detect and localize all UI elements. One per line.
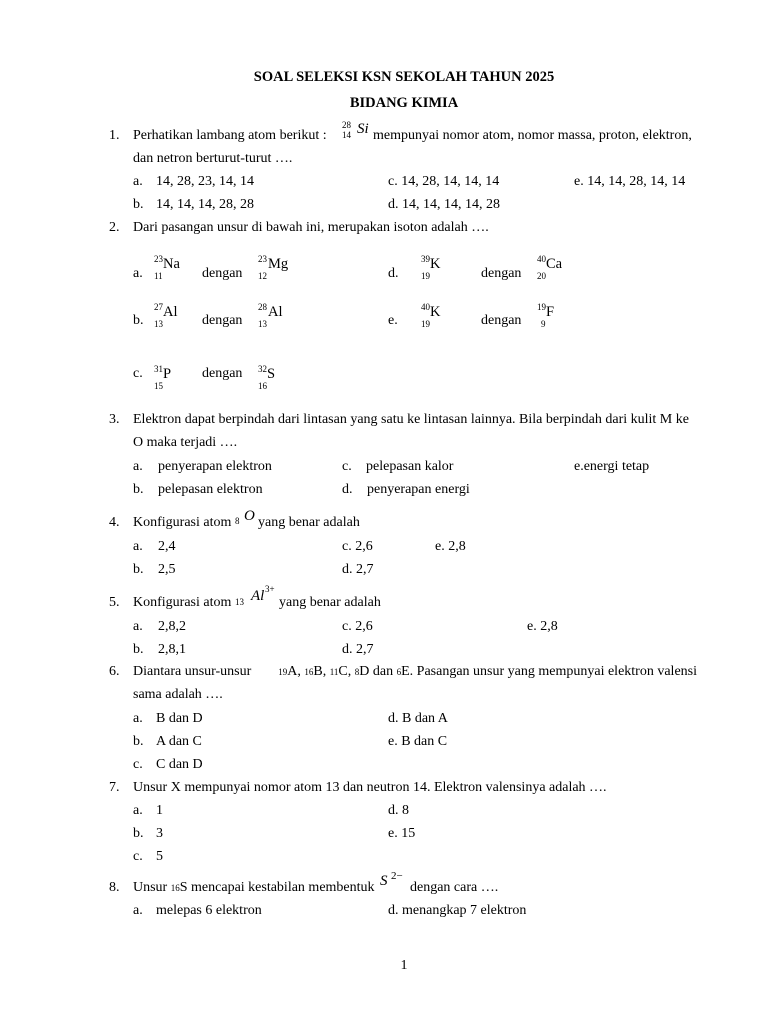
question-text [133,881,375,895]
question-number: 4. [109,515,120,530]
page-subtitle: BIDANG KIMIA [349,95,459,111]
option-e: e. 2,8 [527,619,558,634]
option-letter: a. [133,803,143,818]
page-title: SOAL SELEKSI KSN SEKOLAH TAHUN 2025 [253,69,555,85]
option-c: c. 2,6 [342,539,373,554]
atomic-number: 13 [235,597,244,607]
option-d: d. menangkap 7 elektron [388,903,527,918]
option-letter: c. [133,366,143,381]
question-number: 6. [109,664,120,679]
dengan-text: dengan [481,266,522,281]
option-letter: b. [133,197,144,212]
question-number: 3. [109,412,120,427]
mass-number: 27 [154,302,163,312]
element-symbol: Mg [268,256,289,272]
question-text: dan netron berturut-turut …. [133,151,293,166]
question-text: mempunyai nomor atom, nomor massa, proton, elektron, [373,128,692,143]
option-a: 2,4 [158,539,176,554]
separator: , [322,664,330,679]
element-list [278,665,697,679]
question-text-line [133,665,697,679]
option-b: 14, 14, 14, 28, 28 [156,197,254,212]
mass-number: 28 [342,120,351,130]
option-c: c. 2,6 [342,619,373,634]
question-text: Elektron dapat berpindah dari lintasan yang satu ke lintasan lainnya. Bila berpindah dari kulit M ke [133,412,689,427]
element-symbol: K [430,256,441,272]
option-letter: b. [133,642,144,657]
option-letter: c. [342,459,352,474]
dengan-text: dengan [202,366,243,381]
mass-number: 40 [537,254,546,264]
atomic-number: 20 [537,271,546,281]
mass-number: 39 [421,254,430,264]
mass-number: 32 [258,364,267,374]
question-text-start: Unsur [133,880,168,895]
question-number: 7. [109,780,120,795]
atomic-number: 6 [396,667,402,677]
option-letter: c. [133,757,143,772]
atomic-number: 11 [329,667,339,677]
element-symbol: K [430,304,441,320]
ion-symbol: S [380,873,388,889]
atomic-number: 15 [154,381,163,391]
option-letter: a. [133,711,143,726]
separator: , [297,664,305,679]
mass-number: 28 [258,302,267,312]
option-letter: d. [342,482,353,497]
option-c: 5 [156,849,163,864]
question-text: yang benar adalah [279,595,381,610]
element-symbol: Si [357,121,369,137]
dengan-text: dengan [202,266,243,281]
question-text: Konfigurasi atom [133,515,232,530]
option-d: d. 14, 14, 14, 14, 28 [388,197,500,212]
option-a: 2,8,2 [158,619,186,634]
option-letter: a. [133,903,143,918]
dengan-text: dengan [202,313,243,328]
option-letter: d. [388,266,399,281]
option-a: penyerapan elektron [158,459,272,474]
element-symbol: Al [163,304,178,320]
mass-number: 19 [537,302,546,312]
atomic-number: 9 [541,319,546,329]
option-e: e.energi tetap [574,459,650,474]
question-text: dengan cara …. [410,880,499,895]
element-symbol: Ca [546,256,563,272]
element-symbol: Na [163,256,180,272]
option-c: c. 14, 28, 14, 14, 14 [388,174,500,189]
question-number: 8. [109,880,120,895]
question-text: Diantara unsur-unsur [133,664,252,679]
option-letter: a. [133,459,143,474]
separator: dan [369,664,397,679]
element-symbol: C [338,664,348,679]
element-symbol: S [179,880,188,895]
element-symbol: D [359,664,370,679]
question-text: O maka terjadi …. [133,435,238,450]
atomic-number: 16 [304,667,314,677]
atomic-number: 13 [154,319,163,329]
option-c: C dan D [156,757,203,772]
question-text-mid: mencapai kestabilan membentuk [191,880,375,895]
question-number: 2. [109,220,120,235]
atomic-number: 12 [258,271,267,281]
option-d: d. 8 [388,803,409,818]
option-d: d. B dan A [388,711,448,726]
element-symbol: F [546,304,555,320]
atomic-number: 19 [421,319,430,329]
option-letter: a. [133,266,143,281]
option-letter: b. [133,562,144,577]
atomic-number: 11 [154,271,163,281]
option-letter: e. [388,313,398,328]
page-number: 1 [400,958,408,973]
option-letter: a. [133,619,143,634]
dengan-text: dengan [481,313,522,328]
option-letter: b. [133,313,144,328]
element-symbol: Al [268,304,283,320]
atomic-number: 14 [342,130,351,140]
option-e: e. 15 [388,826,416,841]
atomic-number: 8 [235,516,240,526]
option-b: 2,8,1 [158,642,186,657]
option-a: 14, 28, 23, 14, 14 [156,174,254,189]
separator: , [347,664,355,679]
option-e: e. 14, 14, 28, 14, 14 [574,174,686,189]
option-letter: b. [133,482,144,497]
question-text: sama adalah …. [133,687,223,702]
element-symbol: A [287,664,298,679]
question-text: Perhatikan lambang atom berikut : [133,128,327,143]
option-b: 2,5 [158,562,176,577]
option-a: B dan D [156,711,203,726]
option-b: 3 [156,826,163,841]
mass-number: 23 [154,254,163,264]
mass-number: 31 [154,364,163,374]
option-a: 1 [156,803,163,818]
option-e: e. 2,8 [435,539,466,554]
question-number: 1. [109,128,120,143]
option-letter: b. [133,734,144,749]
option-d: d. 2,7 [342,642,374,657]
element-symbol: B [313,664,323,679]
question-text: Dari pasangan unsur di bawah ini, merupakan isoton adalah …. [133,220,489,235]
question-text: Konfigurasi atom [133,595,232,610]
question-number: 5. [109,595,120,610]
atomic-number: 19 [421,271,430,281]
option-d: penyerapan energi [367,482,470,497]
question-text: . Pasangan unsur yang mempunyai elektron valensi [409,664,697,679]
element-symbol: P [163,366,172,382]
option-letter: a. [133,539,143,554]
option-letter: b. [133,826,144,841]
option-d: d. 2,7 [342,562,374,577]
mass-number: 23 [258,254,267,264]
option-c: pelepasan kalor [366,459,454,474]
ion-charge: 2− [391,870,403,882]
mass-number: 40 [421,302,430,312]
atomic-number: 16 [170,883,180,893]
atomic-number: 19 [278,667,288,677]
option-b: pelepasan elektron [158,482,263,497]
option-a: melepas 6 elektron [156,903,262,918]
element-symbol: Al [251,588,265,604]
atomic-number: 13 [258,319,267,329]
option-letter: a. [133,174,143,189]
option-b: A dan C [156,734,202,749]
atomic-number: 16 [258,381,267,391]
element-symbol: O [244,508,255,524]
atomic-number: 8 [354,667,360,677]
question-text: Unsur X mempunyai nomor atom 13 dan neutron 14. Elektron valensinya adalah …. [133,780,607,795]
option-e: e. B dan C [388,734,448,749]
element-symbol: E [401,664,410,679]
ion-charge: 3+ [265,584,275,594]
option-letter: c. [133,849,143,864]
element-symbol: S [267,366,276,382]
question-text: yang benar adalah [258,515,360,530]
